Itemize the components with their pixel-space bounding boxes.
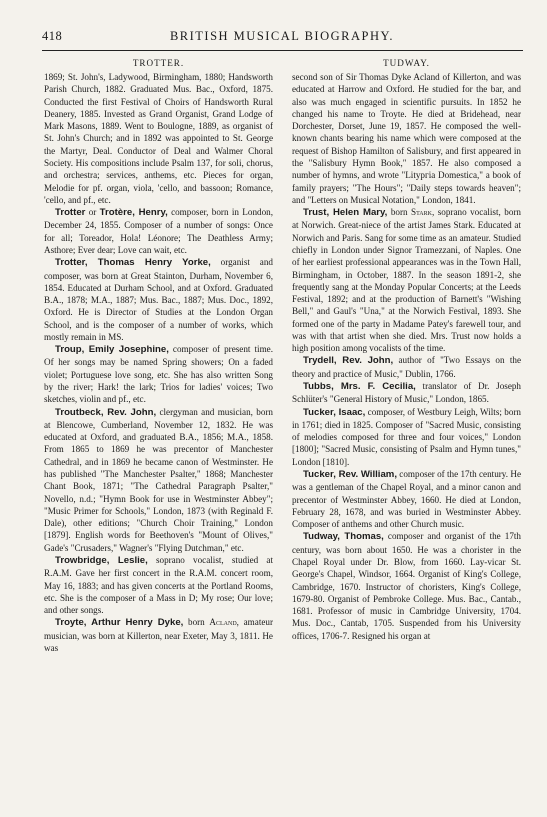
entry-text: composer and organist of the 17th century, was born about 1650. He was a chorister in the Chapel Royal under Dr. Blow, from 1660. Lay-vicar St. George's Chapel, Windsor, 1664. Organist of King's College, Cambridge, 1670. Instructor of choristers, King's College, 1679-80. Organist of Pembroke College. Mus. Bac., Cantab., 1681. Professor of music in Cambridge University, 1704. Mus. Doc., Cantab, 1705. Suspended from his University offices, 1706-7. Resigned his organ at bbox=[292, 531, 521, 641]
entry-paragraph bbox=[44, 71, 273, 206]
entry-paragraph bbox=[292, 406, 521, 468]
entry-text: born bbox=[183, 617, 210, 628]
header-rule bbox=[42, 50, 523, 51]
page-header bbox=[42, 29, 522, 47]
left-column bbox=[44, 57, 273, 785]
page-number: 418 bbox=[42, 29, 63, 43]
entry-text: born bbox=[387, 207, 412, 218]
entry-text: , amateur musician, was born at Killerton, near Exeter, May 3, 1811. He was bbox=[44, 617, 273, 653]
entry-text: second son of Sir Thomas Dyke Acland of Killerton, and was educated at Harrow and Oxford. He studied for the bar, and also was much engaged in scientific pursuits. In 1852 he changed his name to Troyte. He died at Bridehead, near Dorchester, Dorset, June 19, 1857. He composed the well-known chants bearing his name which were composed at the request of Bishop Hamilton of Salisbury, and first appeared in the "Salisbury Hymn Book," 1857. He also composed a number of hymns, and wrote "Litургia Domestica," a book of family prayers; "The Hours"; "Daily steps towards heaven"; and "Letters on Musical Notation," London, 1841. bbox=[292, 72, 521, 205]
entry-text: composer of present time. Of her songs may be named Spring showers; On a faded violet; Portuguese love song, etc. She has also written Song by the river; Hark! the lark; Trios for ladies' voices; Two sketches, violin and pf., etc. bbox=[44, 344, 273, 405]
entry-paragraph bbox=[44, 616, 273, 654]
entry-text: 1869; St. John's, Ladywood, Birmingham, 1880; Handsworth Parish Church, 1882. Graduated Mus. Bac., Oxford, 1875. Conducted the first Festival of Choirs of Handsworth Rural Deanery, 1885. Invested as Grand Organist, Grand Lodge of Mark Masons, 1889. Went to Boulogne, 1889, as organist of St. John's Church; and in 1892 was appointed to St. George the Martyr, Deal. Conductor of Deal and Walmer Choral Society. His compositions include Psalm 137, for soli, chorus, and orchestra; services, anthems, etc. Pieces for organ, Melodie for pf. organ, viola, 'cello, and bassoon; Romance, 'cello, and pf., etc. bbox=[44, 72, 273, 205]
birth-name: Acland bbox=[209, 617, 237, 628]
right-column-heading: TUDWAY. bbox=[383, 58, 430, 68]
entry-paragraph bbox=[44, 406, 273, 554]
entry-headword: Troyte, Arthur Henry Dyke, bbox=[55, 617, 184, 629]
entry-paragraph bbox=[44, 206, 273, 256]
entry-paragraph bbox=[292, 354, 521, 380]
right-column bbox=[292, 57, 521, 785]
entry-paragraph bbox=[292, 71, 521, 206]
entry-paragraph bbox=[44, 554, 273, 616]
entry-headword: Troutbeck, Rev. John, bbox=[55, 406, 157, 418]
entry-text: , soprano vocalist, born at Norwich. Great-niece of the artist James Stark. Educated at Norwich and Paris. Sang for some time as an amateur. Studied chiefly in London under Signor Tramezzani, of Naples. One of her earliest professional appearances was in the Town Hall, Birmingham, in October, 1887. In the season 1891-2, she frequently sang at the Monday Popular Concerts; at the Leeds Festival, 1892; and at the production of Barnett's "Wishing Bell," and Gaul's "Una," at the Norwich Festival, 1893. She formed one of the party in Madame Patey's farewell tour, and was with that artist when she died. Mrs. Trust now holds a high position among vocalists of the time. bbox=[292, 207, 521, 354]
entry-paragraph bbox=[292, 206, 521, 354]
entry-text: composer, born in London, December 24, 1855. Composer of a number of songs: Once for all; Toreador, Hola! Léonore; The Deathless Army; Asthore; Ever dear; Love can wait, etc. bbox=[44, 207, 273, 255]
entry-headword: Tucker, Isaac, bbox=[303, 406, 366, 418]
entry-headword: Trust, Helen Mary, bbox=[303, 207, 388, 219]
entry-text: composer of the 17th century. He was a gentleman of the Chapel Royal, and a minor canon and precentor of Westminster Abbey, 1660. He died at London, February 28, 1678, and was buried in Westminster Abbey. Composer of anthems and other Church music. bbox=[292, 469, 521, 530]
entry-headword: Trydell, Rev. John, bbox=[303, 355, 394, 367]
entry-headword: Tudway, Thomas, bbox=[303, 531, 384, 543]
entry-headword: Trowbridge, Leslie, bbox=[55, 554, 148, 566]
entry-paragraph bbox=[44, 343, 273, 405]
entry-text: author of "Two Essays on the theory and practice of Music," Dublin, 1766. bbox=[292, 355, 521, 379]
entry-headword: Trotère, Henry, bbox=[99, 207, 168, 219]
birth-name: Stark bbox=[411, 207, 432, 218]
entry-text: translator of Dr. Joseph Schlüter's "General History of Music," London, 1865. bbox=[292, 381, 521, 405]
entry-text: clergyman and musician, born at Blencowe, Cumberland, November 12, 1832. He was educated at Oxford, and graduated B.A., 1856; M.A., 1858. From 1865 to 1869 he was precentor of Manchester Cathedral, and in 1869 he became canon of Westminster. He has published "The Manchester Psalter," 1868; Manchester Chant Book, 1871; "The Cathedral Paragraph Psalter," Novello, n.d.; "Hymn Book for use in Westminster Abbey"; "Music Primer for Schools," London, 1873 (with Reginald F. Dale), other editions; "Church Choir Training," London [1879]. English words for Beethoven's "Mount of Olives," Gade's "Crusaders," Wagner's "Flying Dutchman," etc. bbox=[44, 406, 273, 553]
entry-text: soprano vocalist, studied at R.A.M. Gave her first concert in the R.A.M. concert room, May 16, 1883; and has given concerts at the Portland Rooms, etc. She is the composer of a Mass in D; My rose; Our love; and other songs. bbox=[44, 554, 273, 616]
entry-paragraph bbox=[292, 380, 521, 406]
entry-text: or bbox=[85, 207, 100, 218]
entry-headword: Tucker, Rev. William, bbox=[303, 469, 397, 480]
entry-text: organist and composer, was born at Great Stainton, Durham, November 6, 1854. Educated at Durham School, and at Oxford. Graduated B.A., 1878; M.A., 1887; Mus. Bac., 1887; Mus. Doc., 1892, Oxford. He is Director of Studies at the London Organ School, and is the composer of a number of works, which mostly remain in MS. bbox=[44, 257, 273, 342]
entry-headword: Troup, Emily Josephine, bbox=[55, 344, 169, 356]
entry-headword: Tubbs, Mrs. F. Cecilia, bbox=[303, 381, 416, 393]
right-column-body bbox=[292, 71, 521, 642]
left-column-body bbox=[44, 71, 273, 654]
entry-paragraph bbox=[44, 256, 273, 343]
entry-paragraph bbox=[292, 530, 521, 642]
entry-text: composer, of Westbury Leigh, Wilts; born in 1761; died in 1825. Composer of "Sacred Music, consisting of melodies composed for three and four voices," London [1800]; "Sacred Music, consisting of Psalm and Hymn tunes," London [1810]. bbox=[292, 406, 521, 467]
running-title: BRITISH MUSICAL BIOGRAPHY. bbox=[169, 29, 395, 43]
entry-headword: Trotter bbox=[55, 207, 86, 219]
entry-headword: Trotter, Thomas Henry Yorke, bbox=[55, 257, 211, 269]
left-column-heading: TROTTER. bbox=[132, 58, 185, 68]
entry-paragraph bbox=[292, 468, 521, 530]
